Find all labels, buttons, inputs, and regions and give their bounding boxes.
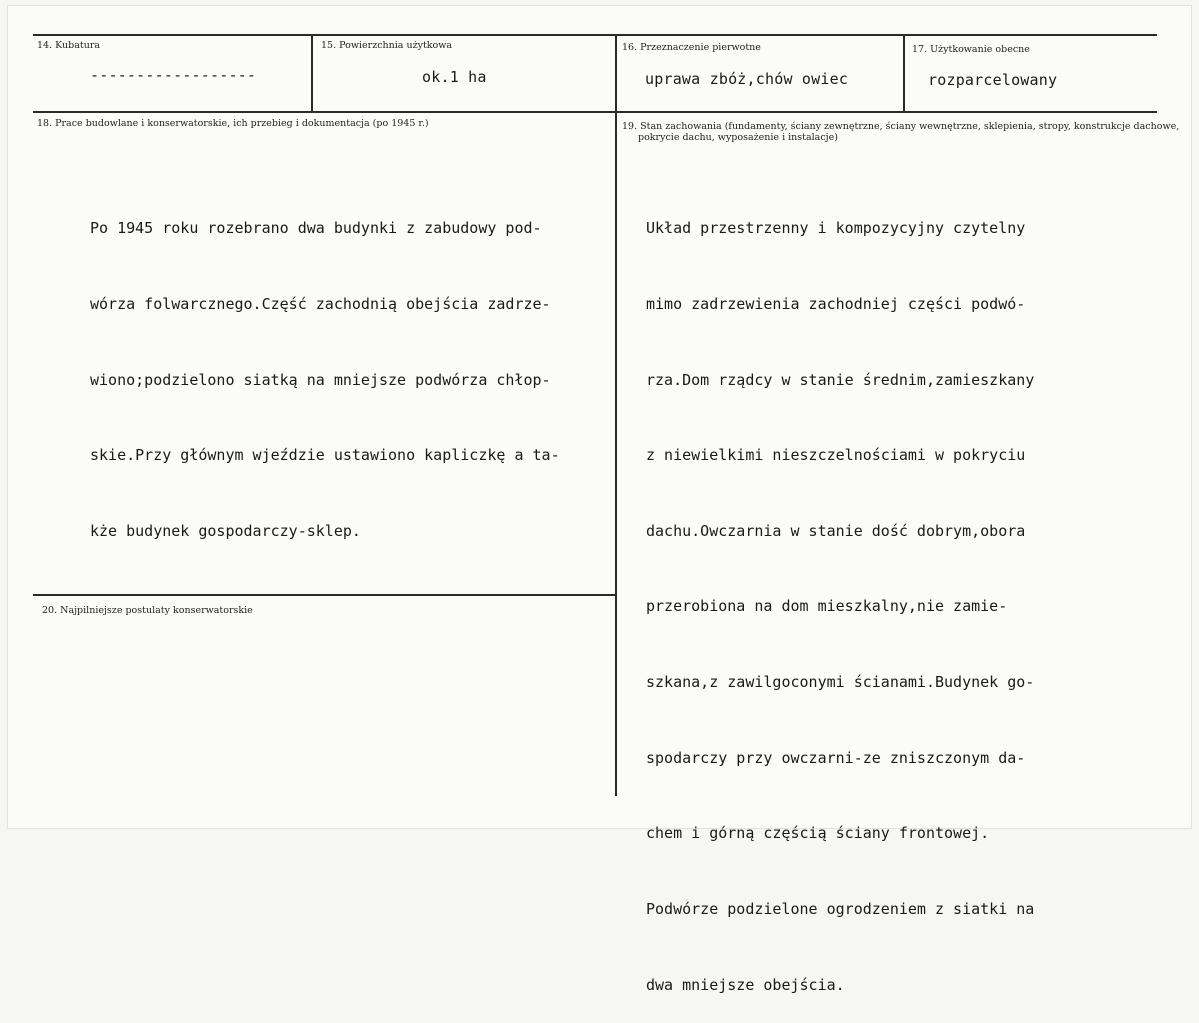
field-14-label: 14. Kubatura — [37, 40, 101, 51]
divider-15-16 — [615, 34, 617, 796]
field-19-label-line2: pokrycie dachu, wyposażenie i instalacje) — [638, 132, 838, 143]
field-18-label: 18. Prace budowlane i konserwatorskie, ich przebieg i dokumentacja (po 1945 r.) — [37, 118, 429, 129]
divider-16-17 — [903, 36, 905, 112]
field-20-label: 20. Najpilniejsze postulaty konserwatorskie — [42, 605, 253, 616]
field-18-line: Po 1945 roku rozebrano dwa budynki z zabudowy pod- — [90, 219, 542, 238]
top-rule — [33, 34, 1157, 36]
divider-18-20 — [33, 594, 616, 596]
field-15-label: 15. Powierzchnia użytkowa — [321, 40, 453, 51]
field-19-line: Układ przestrzenny i kompozycyjny czytelny — [646, 219, 1026, 238]
field-19-line: z niewielkimi nieszczelnościami w pokryciu — [646, 446, 1026, 465]
field-19-label-line1: 19. Stan zachowania (fundamenty, ściany zewnętrzne, ściany wewnętrzne, sklepienia, stropy, konstrukcje dachowe, — [622, 121, 1180, 132]
field-18-line: wórza folwarcznego.Część zachodnią obejścia zadrze- — [90, 295, 551, 314]
field-14-value: ------------------ — [90, 66, 257, 84]
field-16-label: 16. Przeznaczenie pierwotne — [622, 42, 761, 53]
field-19-line: przerobiona na dom mieszkalny,nie zamie- — [646, 597, 1008, 616]
field-19-line: rza.Dom rządcy w stanie średnim,zamieszkany — [646, 370, 1035, 389]
field-19-line: dachu.Owczarnia w stanie dość dobrym,obora — [646, 521, 1026, 540]
field-17-label: 17. Użytkowanie obecne — [912, 44, 1030, 55]
field-19-line: dwa mniejsze obejścia. — [646, 975, 845, 994]
field-18-line: kże budynek gospodarczy-sklep. — [90, 521, 361, 540]
field-19-line: mimo zadrzewienia zachodniej części podwó- — [646, 295, 1026, 314]
field-15-value: ok.1 ha — [422, 68, 487, 86]
field-18-line: wiono;podzielono siatką na mniejsze podwórza chłop- — [90, 370, 551, 389]
field-19-line: Podwórze podzielone ogrodzeniem z siatki na — [646, 899, 1035, 918]
field-18-text — [90, 166, 560, 569]
field-19-line: chem i górną częścią ściany frontowej. — [646, 824, 990, 843]
field-19-line: szkana,z zawilgoconymi ścianami.Budynek go- — [646, 673, 1035, 692]
field-16-value: uprawa zbóż,chów owiec — [645, 70, 849, 88]
field-19-line: spodarczy przy owczarni-ze zniszczonym da- — [646, 748, 1026, 767]
divider-14-15 — [311, 34, 313, 112]
field-18-line: skie.Przy głównym wjeździe ustawiono kapliczkę a ta- — [90, 446, 560, 465]
field-17-value: rozparcelowany — [928, 71, 1058, 89]
field-19-text — [646, 166, 1034, 1023]
row-divider-top — [33, 111, 1157, 113]
